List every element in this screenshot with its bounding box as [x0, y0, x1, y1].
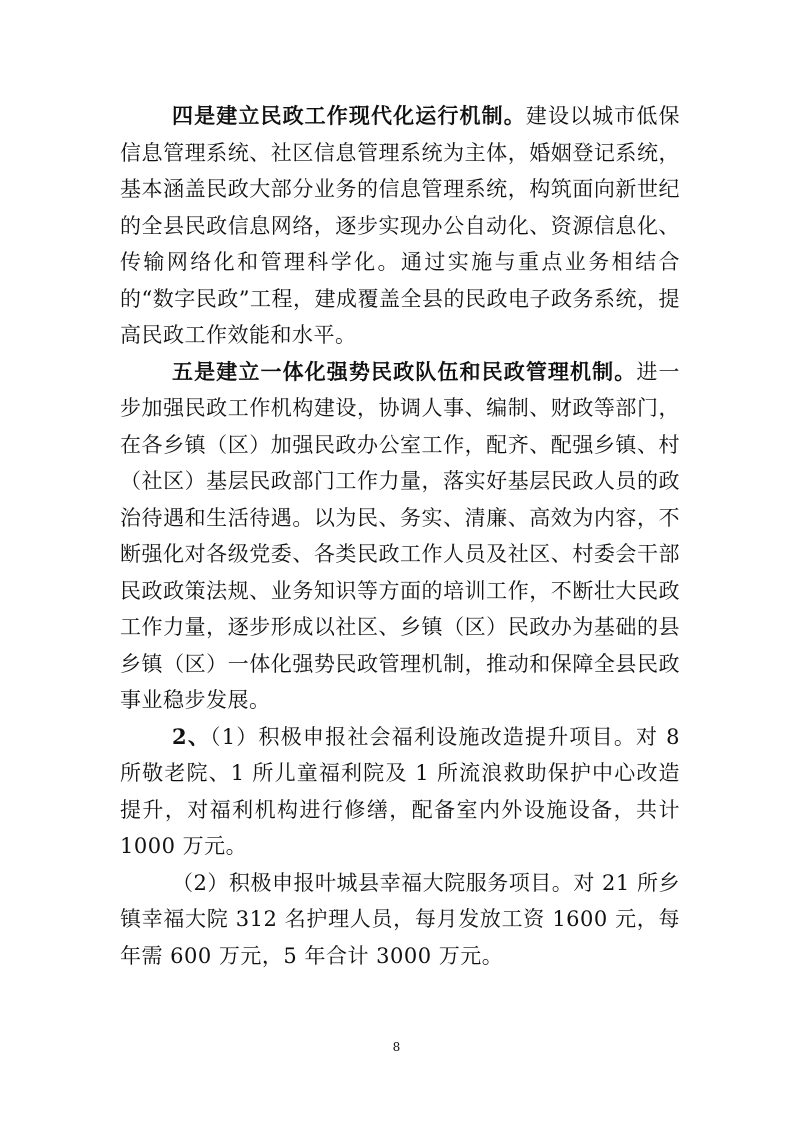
paragraph-4: [120, 98, 680, 354]
paragraph-lead: 四是建立民政工作现代化运行机制。: [172, 103, 526, 128]
paragraph-text: （2）积极申报叶城县幸福大院服务项目。对 21 所乡镇幸福大院 312 名护理人员，每月发放工资 1600 元，每年需 600 万元，5 年合计 3000 万元。: [120, 870, 680, 968]
paragraph-item-2-2: [120, 865, 680, 975]
paragraph-item-2-1: [120, 719, 680, 865]
page-number: 8: [392, 1040, 401, 1054]
body-text: [120, 98, 680, 974]
paragraph-text: 进一步加强民政工作机构建设，协调人事、编制、财政等部门，在各乡镇（区）加强民政办公室工作，配齐、配强乡镇、村（社区）基层民政部门工作力量，落实好基层民政人员的政治待遇和生活待遇。以为民、务实、清廉、高效为内容，不断强化对各级党委、各类民政工作人员及社区、村委会干部民政政策法规、业务知识等方面的培训工作，不断壮大民政工作力量，逐步形成以社区、乡镇（区）民政办为基础的县乡镇（区）一体化强势民政管理机制，推动和保障全县民政事业稳步发展。: [120, 359, 681, 712]
paragraph-text: （1）积极申报社会福利设施改造提升项目。对 8 所敬老院、1 所儿童福利院及 1 所流浪救助保护中心改造提升，对福利机构进行修缮，配备室内外设施设备，共计 1000 万元。: [120, 724, 680, 858]
paragraph-lead: 2、: [172, 723, 211, 749]
paragraph-text: 建设以城市低保信息管理系统、社区信息管理系统为主体，婚姻登记系统，基本涵盖民政大部分业务的信息管理系统，构筑面向新世纪的全县民政信息网络，逐步实现办公自动化、资源信息化、传输网络化和管理科学化。通过实施与重点业务相结合的“数字民政”工程，建成覆盖全县的民政电子政务系统，提高民政工作效能和水平。: [120, 104, 681, 347]
paragraph-5: [120, 354, 680, 719]
paragraph-lead: 五是建立一体化强势民政队伍和民政管理机制。: [172, 358, 637, 384]
